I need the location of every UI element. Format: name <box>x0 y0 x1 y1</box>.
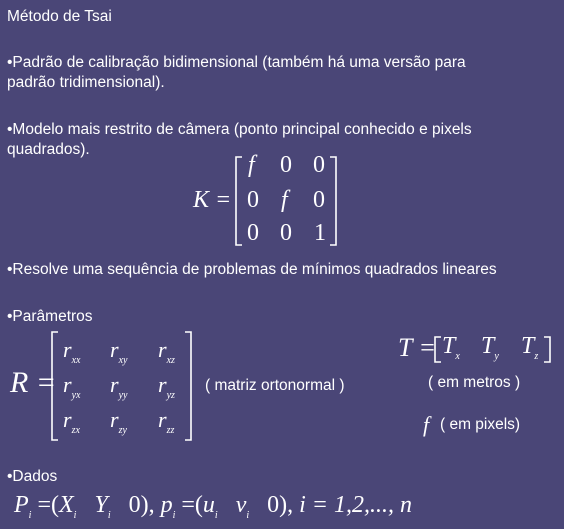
k-matrix-cell-r2c0: 0 <box>247 220 259 246</box>
k-matrix-cell-r0c2: 0 <box>313 152 325 178</box>
t-vector-entry-y: $T_y$ <box>481 333 499 362</box>
t-vector-note: ( em metros ) <box>428 374 521 391</box>
k-matrix-cell-r0c1: 0 <box>280 152 292 178</box>
r-matrix-cell-zx: $r_{zx}$ <box>63 407 80 436</box>
r-matrix-cell-yz: $r_{yz}$ <box>158 372 175 401</box>
bullet-calibration-pattern-cont: padrão tridimensional). <box>7 74 165 91</box>
bullet-parameters: •Parâmetros <box>7 308 93 325</box>
r-matrix-cell-yy: $r_{yy}$ <box>110 372 128 401</box>
k-matrix-cell-r1c0: 0 <box>247 187 259 213</box>
r-matrix-cell-xz: $r_{xz}$ <box>158 337 175 366</box>
slide-title: Método de Tsai <box>7 8 112 25</box>
t-vector-entry-x: $T_x$ <box>442 333 460 362</box>
r-matrix-lhs: R = <box>10 366 57 399</box>
data-equation: $P_i =(X_i$ $Y_i$ 0), $p_i =(u_i$ $v_i$ 0), i = 1,2,..., n <box>14 492 413 521</box>
k-matrix-cell-r1c1: f <box>281 187 288 213</box>
bullet-data: •Dados <box>7 468 58 485</box>
k-matrix-cell-r2c2: 1 <box>314 220 326 246</box>
bullet-least-squares: •Resolve uma sequência de problemas de mínimos quadrados lineares <box>7 261 497 278</box>
focal-length-symbol: f <box>423 412 430 437</box>
k-matrix-cell-r2c1: 0 <box>280 220 292 246</box>
t-vector-entry-z: $T_z$ <box>521 333 539 362</box>
r-matrix-cell-xy: $r_{xy}$ <box>110 337 128 366</box>
bullet-camera-model-cont: quadrados). <box>7 141 90 158</box>
k-matrix-cell-r0c0: f <box>248 152 255 178</box>
r-matrix-note: ( matriz ortonormal ) <box>205 377 345 394</box>
focal-length-note: ( em pixels) <box>440 416 521 433</box>
bullet-calibration-pattern: •Padrão de calibração bidimensional (também há uma versão para <box>7 54 466 71</box>
k-matrix-lhs: K = <box>193 187 232 213</box>
bullet-camera-model: •Modelo mais restrito de câmera (ponto principal conhecido e pixels <box>7 121 472 138</box>
r-matrix-cell-xx: $r_{xx}$ <box>63 337 81 366</box>
t-vector-lhs: T = <box>398 333 437 362</box>
r-matrix-cell-zy: $r_{zy}$ <box>110 407 127 436</box>
k-matrix-cell-r1c2: 0 <box>313 187 325 213</box>
r-matrix-cell-yx: $r_{yx}$ <box>63 372 81 401</box>
r-matrix-cell-zz: $r_{zz}$ <box>158 407 175 436</box>
